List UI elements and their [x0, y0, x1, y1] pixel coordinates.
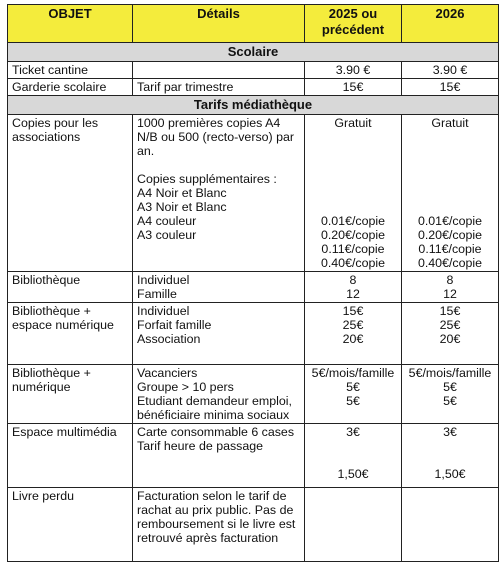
cell-details	[133, 272, 305, 303]
copies-value: 0.11€/copie	[418, 242, 482, 256]
header-details: Détails	[133, 5, 305, 43]
section-title-mediatheque: Tarifs médiathèque	[8, 96, 499, 115]
detail-line: Carte consommable 6 cases	[137, 425, 295, 439]
value-line: 5€	[346, 380, 360, 394]
tarifs-table	[7, 4, 499, 562]
cell-2026	[402, 115, 499, 272]
copies-value: 0.01€/copie	[417, 214, 483, 228]
section-row-mediatheque	[8, 96, 499, 115]
copies-line: A4 couleur	[137, 214, 197, 228]
cell-2025	[305, 115, 402, 272]
cell-objet: Garderie scolaire	[8, 79, 133, 96]
table-row-multimedia	[8, 424, 499, 488]
cell-objet: Livre perdu	[8, 488, 133, 562]
copies-value: 0.01€/copie	[320, 214, 386, 228]
value-line: 8	[349, 273, 357, 287]
cell-2025: 15€	[305, 79, 402, 96]
value-line: 3€	[443, 425, 457, 439]
detail-line: Vacanciers	[137, 366, 198, 380]
cell-2026: 3.90 €	[402, 62, 499, 79]
copies-value: 0.20€/copie	[417, 228, 483, 242]
copies-line: A4 Noir et Blanc	[137, 186, 227, 200]
table-row-biblio-numerique	[8, 365, 499, 424]
copies-supp-title: Copies supplémentaires :	[137, 172, 277, 186]
cell-2025	[305, 365, 402, 424]
cell-objet: Copies pour les associations	[8, 115, 133, 272]
value-line: 15€	[439, 304, 461, 318]
value-line: 25€	[342, 318, 364, 332]
cell-2025	[305, 303, 402, 365]
tarifs-document	[7, 4, 498, 562]
value-line: 3€	[346, 425, 360, 439]
table-row-ticket-cantine	[8, 62, 499, 79]
spacer	[309, 130, 397, 214]
cell-objet: Bibliothèque	[8, 272, 133, 303]
copies-line: A3 couleur	[137, 228, 197, 242]
copies-value: 0.11€/copie	[321, 242, 385, 256]
value-line: 12	[346, 287, 360, 301]
cell-2026	[402, 424, 499, 488]
cell-2026	[402, 365, 499, 424]
table-row-bibliotheque	[8, 272, 499, 303]
copies-value: 0.40€/copie	[417, 256, 483, 270]
value-line: 15€	[342, 304, 364, 318]
detail-line: Association	[137, 332, 201, 346]
value-line: 1,50€	[434, 467, 466, 481]
detail-line: Famille	[137, 287, 177, 301]
section-row-scolaire	[8, 43, 499, 62]
detail-line: Tarif heure de passage	[137, 439, 264, 453]
table-row-copies	[8, 115, 499, 272]
value-line: 5€	[443, 380, 457, 394]
cell-details	[133, 62, 305, 79]
cell-details	[133, 303, 305, 365]
value-line: 5€	[443, 394, 457, 408]
cell-objet: Bibliothèque + numérique	[8, 365, 133, 424]
spacer	[406, 439, 494, 467]
value-line: 5€/mois/famille	[311, 366, 395, 380]
spacer	[309, 439, 397, 467]
cell-objet: Espace multimédia	[8, 424, 133, 488]
copies-line: A3 Noir et Blanc	[137, 200, 227, 214]
cell-details: Tarif par trimestre	[133, 79, 305, 96]
header-2025: 2025 ou précédent	[305, 5, 402, 43]
spacer	[137, 158, 300, 172]
copies-value: 0.40€/copie	[320, 256, 386, 270]
cell-details	[133, 365, 305, 424]
cell-2025	[305, 424, 402, 488]
cell-details: Facturation selon le tarif de rachat au prix public. Pas de remboursement si le livre est retrouvé après facturation	[133, 488, 305, 562]
detail-line: Forfait famille	[137, 318, 212, 332]
cell-objet: Bibliothèque + espace numérique	[8, 303, 133, 365]
detail-line: Groupe > 10 pers	[137, 380, 234, 394]
cell-objet: Ticket cantine	[8, 62, 133, 79]
header-objet: OBJET	[8, 5, 133, 43]
table-row-livre-perdu	[8, 488, 499, 562]
value-line: 1,50€	[337, 467, 369, 481]
cell-2026	[402, 488, 499, 562]
header-row	[8, 5, 499, 43]
value-line: 25€	[439, 318, 461, 332]
cell-2025	[305, 272, 402, 303]
copies-main-detail: 1000 premières copies A4 N/B ou 500 (recto-verso) par an.	[137, 116, 295, 158]
cell-2026: 15€	[402, 79, 499, 96]
table-row-garderie	[8, 79, 499, 96]
copies-main-value: Gratuit	[431, 116, 469, 130]
cell-details	[133, 115, 305, 272]
cell-2026	[402, 272, 499, 303]
value-line: 12	[443, 287, 457, 301]
section-title-scolaire: Scolaire	[8, 43, 499, 62]
cell-2025: 3.90 €	[305, 62, 402, 79]
spacer	[406, 130, 494, 214]
value-line: 5€	[346, 394, 360, 408]
value-line: 5€/mois/famille	[408, 366, 492, 380]
value-line: 8	[446, 273, 454, 287]
detail-line: Individuel	[137, 304, 190, 318]
cell-details	[133, 424, 305, 488]
value-line: 20€	[342, 332, 364, 346]
detail-line: Individuel	[137, 273, 190, 287]
cell-2026	[402, 303, 499, 365]
table-row-biblio-espace	[8, 303, 499, 365]
copies-main-value: Gratuit	[334, 116, 372, 130]
copies-value: 0.20€/copie	[320, 228, 386, 242]
value-line: 20€	[439, 332, 461, 346]
header-2026: 2026	[402, 5, 499, 43]
detail-line: Etudiant demandeur emploi, bénéficiaire minima sociaux	[137, 394, 292, 422]
cell-2025	[305, 488, 402, 562]
